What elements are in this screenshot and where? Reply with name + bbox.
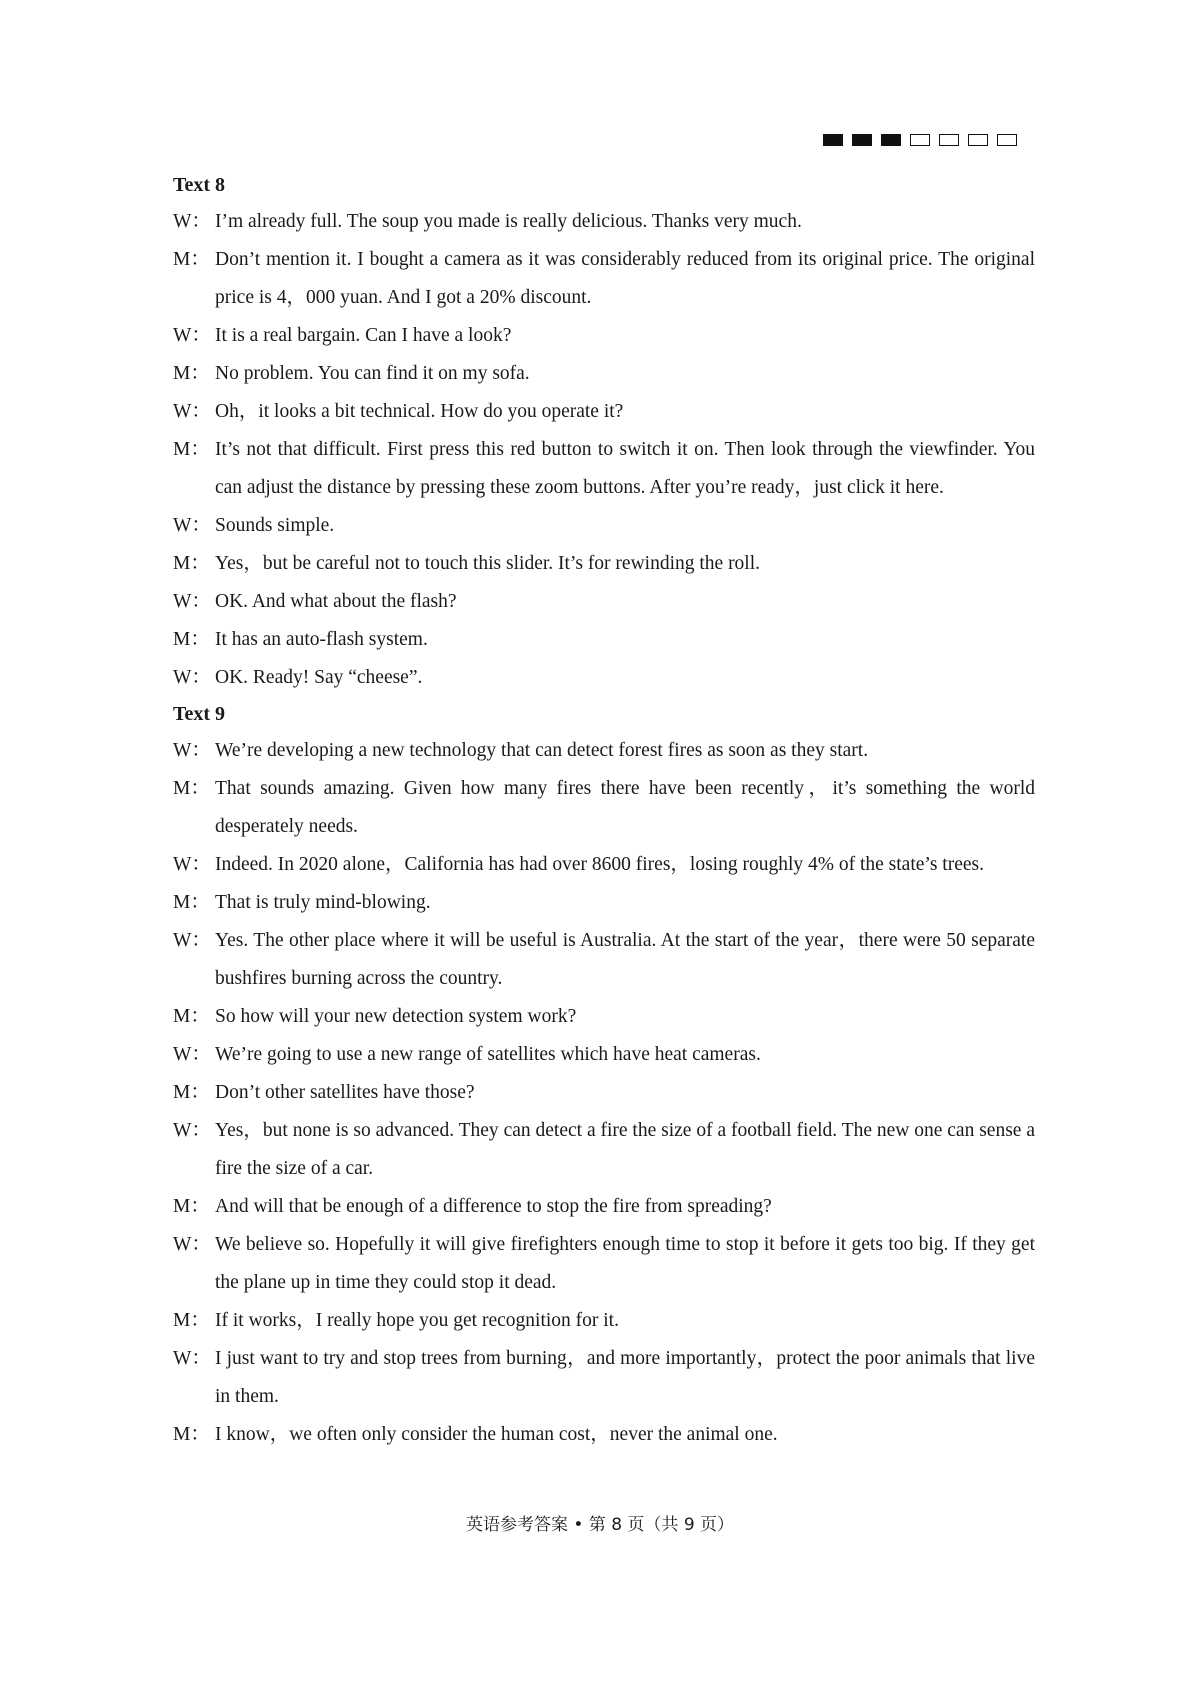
speaker-label: M： xyxy=(173,1196,210,1217)
dialogue-line xyxy=(173,846,1035,884)
dialogue-line xyxy=(173,922,1035,998)
line-text: We’re going to use a new range of satellites which have heat cameras. xyxy=(215,1044,761,1065)
speaker-label: W： xyxy=(173,515,211,536)
speaker-label: W： xyxy=(173,325,211,346)
indicator-square-filled xyxy=(881,134,901,146)
indicator-square-empty xyxy=(910,134,930,146)
dialogue-line xyxy=(173,317,1035,355)
line-text: OK. And what about the flash? xyxy=(215,591,457,612)
dialogue-line xyxy=(173,203,1035,241)
transcript-content xyxy=(173,168,1035,1454)
indicator-square-empty xyxy=(968,134,988,146)
line-text: OK. Ready! Say “cheese”. xyxy=(215,667,423,688)
line-text: Sounds simple. xyxy=(215,515,335,536)
line-text: Yes，but be careful not to touch this slider. It’s for rewinding the roll. xyxy=(215,553,761,574)
dialogue-line xyxy=(173,583,1035,621)
dialogue-line xyxy=(173,393,1035,431)
speaker-label: W： xyxy=(173,854,211,875)
dialogue-line xyxy=(173,1188,1035,1226)
line-text: I just want to try and stop trees from burning，and more importantly，protect the poor animals that live in them. xyxy=(215,1348,1035,1407)
line-text: So how will your new detection system work? xyxy=(215,1006,577,1027)
line-text: It’s not that difficult. First press this red button to switch it on. Then look through the viewfinder. You can adjust the distance by pressing these zoom buttons. After you’re ready，just click it here. xyxy=(215,439,1035,498)
speaker-label: W： xyxy=(173,1044,211,1065)
speaker-label: W： xyxy=(173,211,211,232)
line-text: Yes. The other place where it will be useful is Australia. At the start of the year，there were 50 separate bushfires burning across the country. xyxy=(215,930,1035,989)
line-text: Oh，it looks a bit technical. How do you operate it? xyxy=(215,401,624,422)
dialogue-line xyxy=(173,1226,1035,1302)
dialogue-line xyxy=(173,1302,1035,1340)
speaker-label: M： xyxy=(173,1310,210,1331)
dialogue-line xyxy=(173,770,1035,846)
dialogue-line xyxy=(173,884,1035,922)
dialogue-line xyxy=(173,621,1035,659)
dialogue-line xyxy=(173,1036,1035,1074)
speaker-label: W： xyxy=(173,667,211,688)
section-title-text-9: Text 9 xyxy=(173,703,226,725)
speaker-label: M： xyxy=(173,892,210,913)
speaker-label: M： xyxy=(173,553,210,574)
dialogue-line xyxy=(173,1112,1035,1188)
indicator-square-filled xyxy=(852,134,872,146)
indicator-square-filled xyxy=(823,134,843,146)
speaker-label: W： xyxy=(173,740,211,761)
dialogue-line xyxy=(173,241,1035,317)
speaker-label: M： xyxy=(173,249,210,270)
dialogue-line xyxy=(173,1074,1035,1112)
line-text: It is a real bargain. Can I have a look? xyxy=(215,325,512,346)
line-text: I’m already full. The soup you made is really delicious. Thanks very much. xyxy=(215,211,802,232)
line-text: I know，we often only consider the human cost，never the animal one. xyxy=(215,1424,778,1445)
dialogue-line xyxy=(173,507,1035,545)
dialogue-line xyxy=(173,431,1035,507)
dialogue-line xyxy=(173,545,1035,583)
speaker-label: W： xyxy=(173,401,211,422)
dialogue-line xyxy=(173,659,1035,697)
line-text: Yes，but none is so advanced. They can detect a fire the size of a football field. The new one can sense a fire the size of a car. xyxy=(215,1120,1035,1179)
speaker-label: M： xyxy=(173,363,210,384)
line-text: That is truly mind-blowing. xyxy=(215,892,431,913)
line-text: If it works，I really hope you get recognition for it. xyxy=(215,1310,619,1331)
line-text: We believe so. Hopefully it will give firefighters enough time to stop it before it gets too big. If they get the plane up in time they could stop it dead. xyxy=(215,1234,1035,1293)
section-title-text-8: Text 8 xyxy=(173,174,226,196)
speaker-label: M： xyxy=(173,1424,210,1445)
dialogue-line xyxy=(173,998,1035,1036)
line-text: Don’t other satellites have those? xyxy=(215,1082,475,1103)
indicator-square-empty xyxy=(997,134,1017,146)
speaker-label: W： xyxy=(173,591,211,612)
dialogue-line xyxy=(173,732,1035,770)
line-text: That sounds amazing. Given how many fires there have been recently，it’s something the world desperately needs. xyxy=(215,778,1035,837)
page-indicator xyxy=(823,134,1017,146)
speaker-label: M： xyxy=(173,1006,210,1027)
speaker-label: M： xyxy=(173,1082,210,1103)
dialogue-line xyxy=(173,1416,1035,1454)
line-text: Don’t mention it. I bought a camera as it was considerably reduced from its original price. The original price is 4，000 yuan. And I got a 20% discount. xyxy=(215,249,1035,308)
speaker-label: W： xyxy=(173,1348,211,1369)
line-text: No problem. You can find it on my sofa. xyxy=(215,363,530,384)
dialogue-line xyxy=(173,1340,1035,1416)
speaker-label: W： xyxy=(173,930,211,951)
page-footer: 英语参考答案 • 第 8 页（共 9 页） xyxy=(465,1515,735,1535)
speaker-label: W： xyxy=(173,1120,211,1141)
line-text: And will that be enough of a difference to stop the fire from spreading? xyxy=(215,1196,772,1217)
line-text: Indeed. In 2020 alone，California has had over 8600 fires，losing roughly 4% of the state’s trees. xyxy=(215,854,984,875)
speaker-label: W： xyxy=(173,1234,211,1255)
line-text: It has an auto-flash system. xyxy=(215,629,428,650)
speaker-label: M： xyxy=(173,629,210,650)
speaker-label: M： xyxy=(173,778,210,799)
line-text: We’re developing a new technology that can detect forest fires as soon as they start. xyxy=(215,740,869,761)
dialogue-line xyxy=(173,355,1035,393)
indicator-square-empty xyxy=(939,134,959,146)
speaker-label: M： xyxy=(173,439,210,460)
